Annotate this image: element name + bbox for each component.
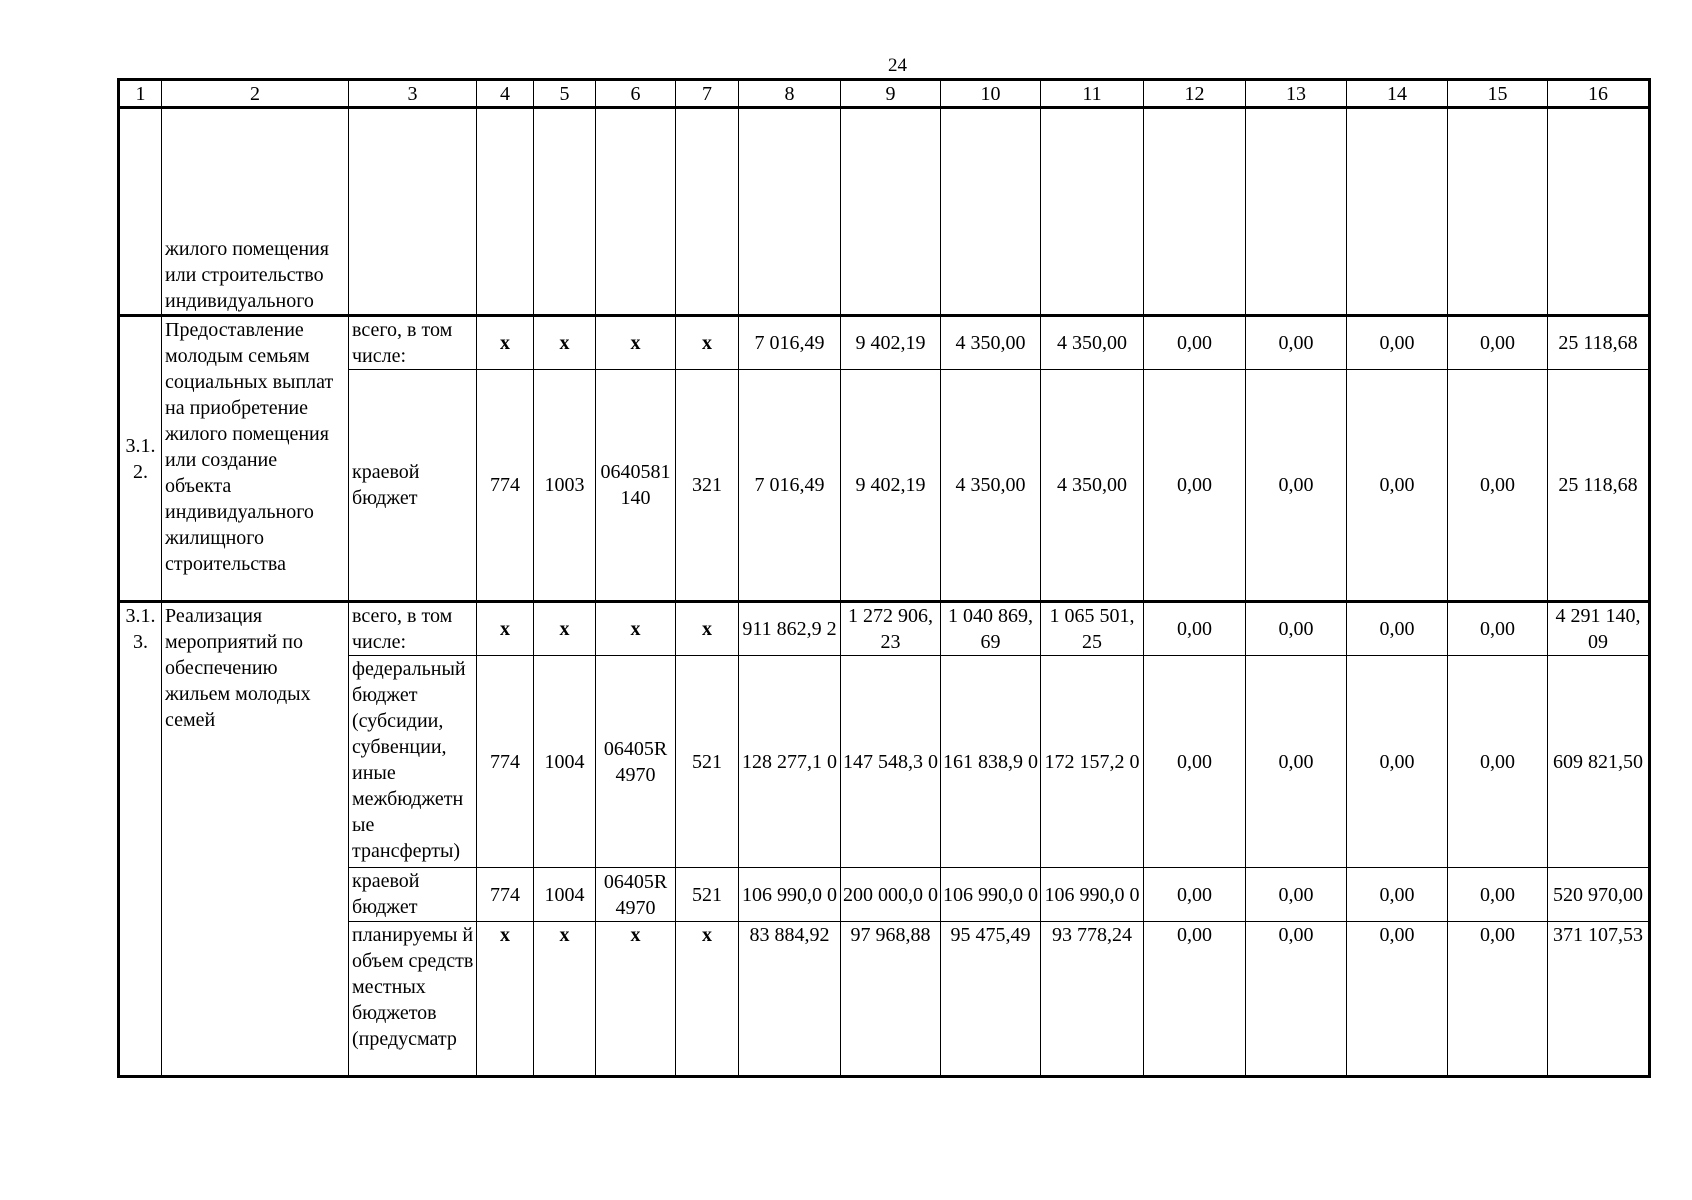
cell: 0,00 — [1246, 868, 1347, 922]
row-number-cell — [119, 108, 162, 316]
cell: 0,00 — [1347, 868, 1448, 922]
cell — [1347, 108, 1448, 316]
cell: 0,00 — [1347, 370, 1448, 602]
cell: 200 000,0 0 — [841, 868, 941, 922]
cell: 106 990,0 0 — [1041, 868, 1144, 922]
cell: 774 — [477, 868, 534, 922]
cell: 0,00 — [1347, 922, 1448, 1077]
cell: 1004 — [534, 656, 596, 868]
cell: 7 016,49 — [739, 316, 841, 370]
cell: 0,00 — [1347, 602, 1448, 656]
cell: 4 291 140, 09 — [1548, 602, 1650, 656]
column-header: 7 — [676, 80, 739, 108]
cell: 0,00 — [1448, 656, 1548, 868]
cell: 0,00 — [1246, 316, 1347, 370]
cell — [534, 108, 596, 316]
funding-source-cell: краевой бюджет — [349, 868, 477, 922]
column-header: 16 — [1548, 80, 1650, 108]
funding-source-cell: всего, в том числе: — [349, 316, 477, 370]
table-row — [119, 922, 1650, 1077]
cell — [941, 108, 1041, 316]
column-header: 12 — [1144, 80, 1246, 108]
cell: 520 970,00 — [1548, 868, 1650, 922]
cell: 106 990,0 0 — [941, 868, 1041, 922]
cell: x — [477, 922, 534, 1077]
cell: 0,00 — [1448, 602, 1548, 656]
cell: 371 107,53 — [1548, 922, 1650, 1077]
cell: 0,00 — [1448, 922, 1548, 1077]
table-row — [119, 108, 1650, 316]
funding-source-cell: всего, в том числе: — [349, 602, 477, 656]
cell: 9 402,19 — [841, 370, 941, 602]
table-row — [119, 868, 1650, 922]
column-header: 11 — [1041, 80, 1144, 108]
cell — [841, 108, 941, 316]
column-header: 14 — [1347, 80, 1448, 108]
cell: 4 350,00 — [1041, 316, 1144, 370]
cell: x — [477, 602, 534, 656]
column-header: 5 — [534, 80, 596, 108]
cell: 97 968,88 — [841, 922, 941, 1077]
cell: 161 838,9 0 — [941, 656, 1041, 868]
table-row — [119, 316, 1650, 370]
page-number: 24 — [888, 55, 907, 76]
cell: 911 862,9 2 — [739, 602, 841, 656]
cell: 0,00 — [1144, 868, 1246, 922]
cell: 25 118,68 — [1548, 370, 1650, 602]
cell — [1246, 108, 1347, 316]
measure-name-cell: Реализация мероприятий по обеспечению жильем молодых семей — [162, 602, 349, 1077]
cell: 25 118,68 — [1548, 316, 1650, 370]
cell: 147 548,3 0 — [841, 656, 941, 868]
row-number-cell: 3.1. 2. — [119, 316, 162, 602]
cell: 609 821,50 — [1548, 656, 1650, 868]
cell — [676, 108, 739, 316]
column-header: 8 — [739, 80, 841, 108]
column-header: 2 — [162, 80, 349, 108]
cell: 0,00 — [1246, 602, 1347, 656]
cell: 06405R 4970 — [596, 656, 676, 868]
cell: 1 065 501, 25 — [1041, 602, 1144, 656]
column-header: 15 — [1448, 80, 1548, 108]
cell: 0,00 — [1246, 370, 1347, 602]
cell: 321 — [676, 370, 739, 602]
funding-source-cell: федеральный бюджет (субсидии, субвенции, иные межбюджетн ые трансферты) — [349, 656, 477, 868]
cell: 128 277,1 0 — [739, 656, 841, 868]
cell: x — [596, 602, 676, 656]
cell: 83 884,92 — [739, 922, 841, 1077]
cell: 1003 — [534, 370, 596, 602]
cell: x — [676, 922, 739, 1077]
cell: 0,00 — [1144, 922, 1246, 1077]
cell — [1448, 108, 1548, 316]
column-header: 13 — [1246, 80, 1347, 108]
table-row — [119, 370, 1650, 602]
cell: 0,00 — [1448, 868, 1548, 922]
cell: 1004 — [534, 868, 596, 922]
column-header: 4 — [477, 80, 534, 108]
cell — [1041, 108, 1144, 316]
cell: 774 — [477, 656, 534, 868]
column-header: 10 — [941, 80, 1041, 108]
cell: 93 778,24 — [1041, 922, 1144, 1077]
table-row — [119, 656, 1650, 868]
cell: 172 157,2 0 — [1041, 656, 1144, 868]
cell — [1144, 108, 1246, 316]
cell: 06405R 4970 — [596, 868, 676, 922]
cell — [1548, 108, 1650, 316]
cell: 0,00 — [1144, 370, 1246, 602]
budget-table — [117, 78, 1651, 1078]
cell: 106 990,0 0 — [739, 868, 841, 922]
cell: 1 040 869, 69 — [941, 602, 1041, 656]
cell: 0,00 — [1448, 370, 1548, 602]
column-header: 1 — [119, 80, 162, 108]
cell: x — [596, 316, 676, 370]
cell: 4 350,00 — [941, 316, 1041, 370]
cell: 0,00 — [1246, 922, 1347, 1077]
cell: 521 — [676, 656, 739, 868]
measure-name-cell: жилого помещения или строительство индивидуального — [162, 108, 349, 316]
cell: 7 016,49 — [739, 370, 841, 602]
cell: 9 402,19 — [841, 316, 941, 370]
cell: 0,00 — [1144, 602, 1246, 656]
funding-source-cell: планируемы й объем средств местных бюджетов (предусматр — [349, 922, 477, 1077]
cell: x — [676, 316, 739, 370]
cell: 0,00 — [1347, 656, 1448, 868]
cell — [596, 108, 676, 316]
cell: 0,00 — [1347, 316, 1448, 370]
cell: 95 475,49 — [941, 922, 1041, 1077]
column-number-row — [119, 80, 1650, 108]
column-header: 6 — [596, 80, 676, 108]
cell: 0640581 140 — [596, 370, 676, 602]
cell: x — [534, 316, 596, 370]
cell: x — [596, 922, 676, 1077]
cell: 0,00 — [1246, 656, 1347, 868]
cell: 774 — [477, 370, 534, 602]
cell — [349, 108, 477, 316]
cell — [477, 108, 534, 316]
table-row — [119, 602, 1650, 656]
cell: x — [534, 602, 596, 656]
cell — [739, 108, 841, 316]
cell: 0,00 — [1448, 316, 1548, 370]
funding-source-cell: краевой бюджет — [349, 370, 477, 602]
cell: 0,00 — [1144, 656, 1246, 868]
cell: x — [477, 316, 534, 370]
cell: x — [676, 602, 739, 656]
cell: x — [534, 922, 596, 1077]
cell: 1 272 906, 23 — [841, 602, 941, 656]
column-header: 9 — [841, 80, 941, 108]
measure-name-cell: Предоставление молодым семьям социальных выплат на приобретение жилого помещения или создание объекта индивидуального жилищного строительства — [162, 316, 349, 602]
column-header: 3 — [349, 80, 477, 108]
cell: 4 350,00 — [1041, 370, 1144, 602]
cell: 521 — [676, 868, 739, 922]
cell: 0,00 — [1144, 316, 1246, 370]
cell: 4 350,00 — [941, 370, 1041, 602]
row-number-cell: 3.1. 3. — [119, 602, 162, 1077]
